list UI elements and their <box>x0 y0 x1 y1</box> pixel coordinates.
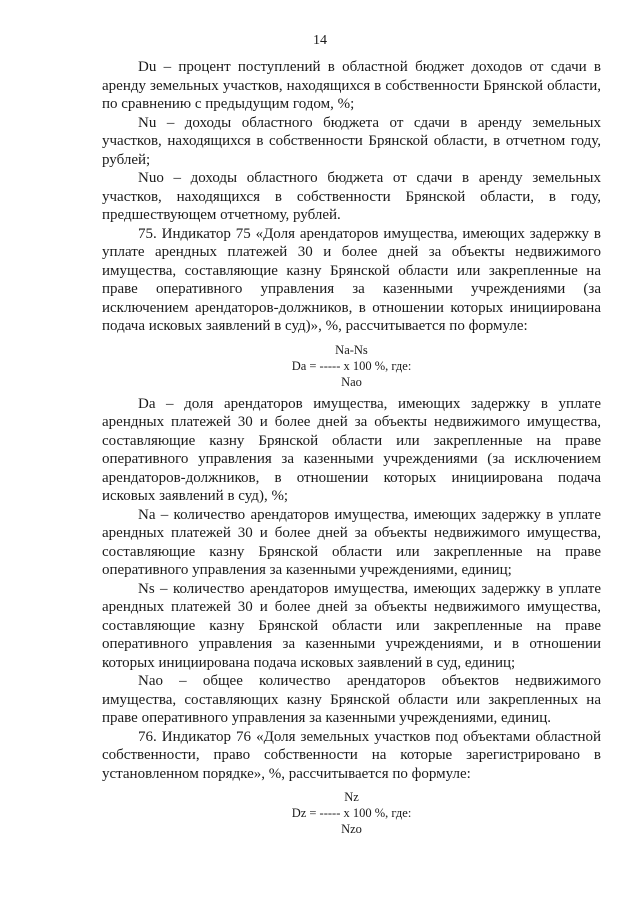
formula-da-equation: Da = ----- x 100 %, где: <box>291 358 412 373</box>
indicator-75-paragraph: 75. Индикатор 75 «Доля арендаторов имущества, имеющих задержку в уплате арендных платежей 30 и более дней за объекты недвижимого имущества, составляющие казну Брянской области или закрепленные на праве оперативного управления за казенными учреждениями (за исключением арендаторов-должников, в отношении которых инициирована подача исковых заявлений в суд)», %, рассчитывается по формуле: <box>102 225 601 334</box>
definition-nao: Nao – общее количество арендаторов объектов недвижимого имущества, составляющих казну Брянской области или закрепленных на праве оперативного управления за казенными учреждениями, единиц. <box>102 673 601 726</box>
definition-du: Du – процент поступлений в областной бюджет доходов от сдачи в аренду земельных участков, находящихся в собственности Брянской области, по сравнению с предыдущим годом, %; <box>102 59 601 112</box>
definition-nu: Nu – доходы областного бюджета от сдачи в аренду земельных участков, находящихся в собственности Брянской области, в отчетном году, рублей; <box>102 114 601 168</box>
page-number: 14 <box>313 33 327 48</box>
definition-nuo: Nuo – доходы областного бюджета от сдачи в аренду земельных участков, находящихся в собственности Брянской области, в году, предшествующем отчетному, рублей. <box>102 170 601 223</box>
formula-dz-denominator: Nzo <box>341 822 362 836</box>
body-text <box>102 58 601 842</box>
formula-dz-numerator: Nz <box>344 790 359 804</box>
formula-dz-equation: Dz = ----- x 100 %, где: <box>291 806 412 820</box>
definition-da: Da – доля арендаторов имущества, имеющих задержку в уплате арендных платежей 30 и более дней за объекты недвижимого имущества, составляющие казну Брянской области или закрепленные на праве оперативного управления за казенными учреждениями (за исключением арендаторов-должников, в отношении которых инициирована подача исковых заявлений в суд), %; <box>102 395 601 504</box>
formula-da <box>102 342 601 390</box>
definition-ns: Ns – количество арендаторов имущества, имеющих задержку в уплате арендных платежей 30 и более дней за объекты недвижимого имущества, составляющие казну Брянской области или закрепленные на праве оперативного управления за казенными учреждениями, и в отношении которых инициирована подача исковых заявлений в суд, единиц; <box>102 580 601 671</box>
formula-da-numerator: Na-Ns <box>335 342 368 357</box>
indicator-76-paragraph: 76. Индикатор 76 «Доля земельных участков под объектами областной собственности, право собственности на которые зарегистрировано в установленном порядке», %, рассчитывается по формуле: <box>102 728 601 782</box>
formula-da-denominator: Nao <box>341 374 362 389</box>
formula-dz <box>102 789 601 837</box>
definition-na: Na – количество арендаторов имущества, имеющих задержку в уплате арендных платежей 30 и более дней за объекты недвижимого имущества, составляющие казну Брянской области или закрепленные на праве оперативного управления за казенными учреждениями, единиц; <box>102 506 601 578</box>
